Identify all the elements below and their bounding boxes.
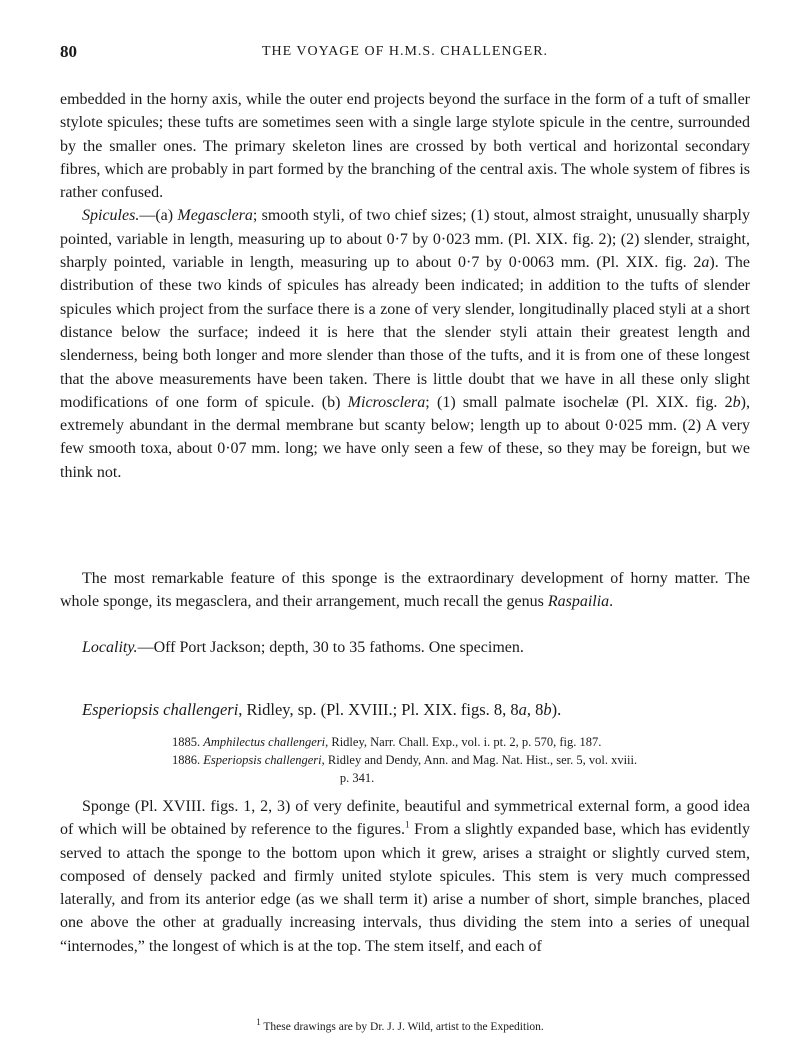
synonymy-list bbox=[172, 733, 752, 787]
genus-name: Raspailia bbox=[547, 593, 610, 611]
footnote: $^1$ These drawings are by Dr. J. J. Wild, artist to the Expedition. bbox=[256, 1017, 544, 1033]
species-heading: Esperiopsis challengeri, Ridley, sp. (Pl. XVIII.; Pl. XIX. figs. 8, 8a, 8b). bbox=[82, 700, 562, 719]
remark-section bbox=[60, 567, 750, 614]
paragraph-spicules: Spicules.—(a) Megasclera; smooth styli, of two chief sizes; (1) stout, almost straight, unusually sharply pointed, variable in length, measuring up to about 0·7 by 0·023 mm. (Pl. XIX. fig. 2); (2) slender, straight, sharply pointed, variable in length, measuring up to about 0·7 by 0·0063 mm. (Pl. XIX. fig. 2a). The distribution of these two kinds of spicules has already been indicated; in addition to the tufts of slender spicules which project from the surface there is a zone of very slender, longitudinally placed styli at a short distance below the surface; indeed it is here that the slender styli attain their greatest length and slenderness, being both longer and more slender than those of the tufts, and it is from one of these longest that the above measurements have been taken. There is little doubt that we have in all these only slight modifications of one form of spicule. (b) Microsclera; (1) small palmate isochelæ (Pl. XIX. fig. 2b), extremely abundant in the dermal membrane but scanty below; length up to about 0·025 mm. (2) A very few smooth toxa, about 0·07 mm. long; we have only seen a few of these, so they may be foreign, but we think not. bbox=[60, 207, 750, 481]
species-description bbox=[60, 795, 750, 958]
microsclera-term: Microsclera bbox=[347, 393, 426, 411]
locality-label: Locality. bbox=[82, 639, 138, 656]
description-section bbox=[60, 88, 750, 484]
paragraph-locality: Locality.—Off Port Jackson; depth, 30 to 35 fathoms. One specimen. bbox=[82, 639, 524, 656]
running-title: THE VOYAGE OF H.M.S. CHALLENGER. bbox=[261, 44, 549, 59]
paragraph-sponge-form: Sponge (Pl. XVIII. figs. 1, 2, 3) of very definite, beautiful and symmetrical external form, a good idea of which will be obtained by reference to the figures.$^1$ From a slightly expanded base, which has evidently served to attach the sponge to the bottom upon which it grew, arises a straight or slightly curved stem, composed of densely packed and firmly united stylote spicules. This stem is very much compressed laterally, and from its anterior edge (as we shall term it) arise a number of short, simple branches, placed one above the other at gradually increasing intervals, thus dividing the stem into a series of unequal “internodes,” the longest of which is at the top. The stem itself, and each of bbox=[60, 798, 750, 955]
synonymy-entry: 1886. Esperiopsis challengeri, Ridley and Dendy, Ann. and Mag. Nat. Hist., ser. 5, vol. xviii. p. 341. bbox=[172, 753, 638, 785]
paragraph-skeleton: embedded in the horny axis, while the outer end projects beyond the surface in the form of a tuft of smaller stylote spicules; these tufts are sometimes seen with a single large stylote spicule in the centre, surrounded by the smaller ones. The primary skeleton lines are crossed by both vertical and horizontal secondary fibres, which are probably in part formed by the branching of the central axis. The whole system of fibres is rather confused. bbox=[60, 91, 750, 202]
page-header bbox=[60, 42, 750, 64]
footnote-ref: 1 bbox=[405, 819, 410, 830]
megasclera-term: Megasclera bbox=[177, 207, 253, 225]
spicules-label: Spicules. bbox=[82, 207, 140, 225]
species-name: Esperiopsis challengeri bbox=[82, 700, 239, 719]
paragraph-remark: The most remarkable feature of this sponge is the extraordinary development of horny matter. The whole sponge, its megasclera, and their arrangement, much recall the genus Raspailia. bbox=[60, 570, 750, 611]
locality-section bbox=[60, 636, 750, 659]
page-number: 80 bbox=[60, 42, 77, 61]
synonymy-entry: 1885. Amphilectus challengeri, Ridley, Narr. Chall. Exp., vol. i. pt. 2, p. 570, fig. 187. bbox=[172, 735, 602, 749]
